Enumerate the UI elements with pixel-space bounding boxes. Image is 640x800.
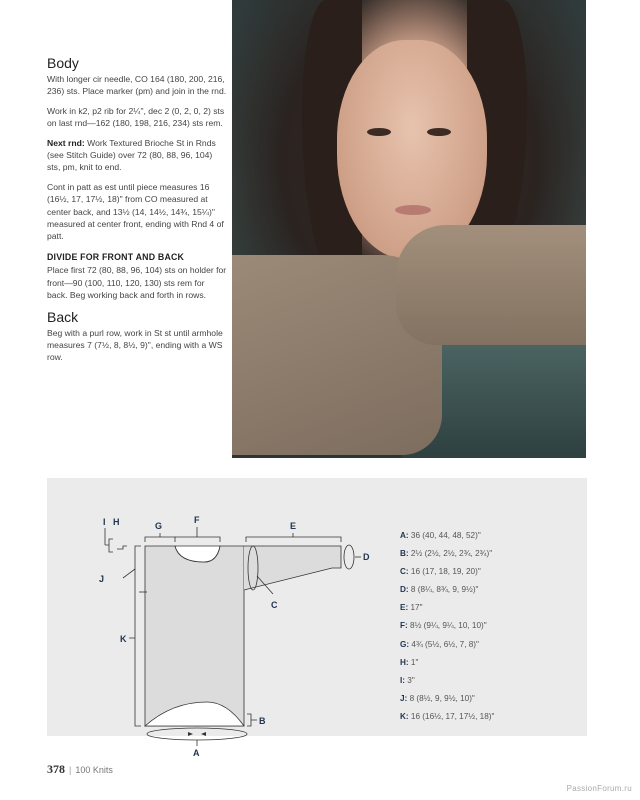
watermark: PassionForum.ru	[566, 784, 632, 793]
label-b: B	[259, 716, 266, 726]
label-c: C	[271, 600, 278, 610]
back-paragraph: Beg with a purl row, work in St st until armhole measures 7 (7½, 8, 8½, 9)", ending with a WS row.	[47, 327, 223, 363]
measurement-h: H: 1"	[400, 657, 419, 667]
measurement-a: A: 36 (40, 44, 48, 52)"	[400, 531, 481, 540]
divide-paragraph: Place first 72 (80, 88, 96, 104) sts on holder for front—90 (100, 110, 120, 130) sts rem for back. Beg working back and forth in rows.	[47, 265, 227, 301]
body-paragraph-4: Cont in patt as est until piece measures 16 (16½, 17, 17½, 18)" from CO measured at center back, and 13½ (14, 14½, 14¾, 15¼)" measured at center front, ending with Rnd 4 of patt.	[47, 181, 224, 242]
label-i: I	[103, 517, 106, 527]
next-rnd-text: Work Textured Brioche St in Rnds (see Stitch Guide) over 72 (80, 88, 96, 104) sts, pm, knit to end.	[47, 137, 216, 173]
photo-eye-right	[427, 128, 451, 136]
book-title: 100 Knits	[75, 765, 113, 775]
body-paragraph-3	[47, 137, 227, 174]
next-rnd-label: Next rnd:	[47, 137, 85, 148]
label-a: A	[193, 748, 200, 758]
label-j: J	[99, 574, 105, 584]
photo-eye-left	[367, 128, 391, 136]
label-e: E	[290, 521, 297, 531]
page-number: 378	[47, 762, 65, 776]
sweater-schematic-diagram	[47, 478, 587, 758]
measurements-legend	[400, 527, 494, 726]
measurement-k: K: 16 (16½, 17, 17½, 18)"	[400, 711, 495, 721]
measurement-c: C: 16 (17, 18, 19, 20)"	[400, 567, 481, 577]
footer-separator: |	[69, 765, 72, 775]
label-h: H	[113, 517, 120, 527]
photo-lips	[395, 205, 431, 215]
measurement-g: G: 4¾ (5½, 6½, 7, 8)"	[400, 639, 479, 649]
subheading-divide: DIVIDE FOR FRONT AND BACK	[47, 251, 185, 262]
label-k: K	[120, 634, 127, 644]
measurement-i: I: 3"	[400, 675, 415, 685]
section-heading-back: Back	[47, 308, 79, 325]
body-paragraph-2: Work in k2, p2 rib for 2¼", dec 2 (0, 2, 0, 2) sts on last rnd—162 (180, 198, 216, 234) sts rem.	[47, 105, 225, 129]
page-footer	[47, 762, 113, 777]
measurement-e: E: 17"	[400, 603, 423, 613]
model-photo	[232, 0, 586, 458]
measurement-b: B: 2½ (2½, 2½, 2¾, 2¾)"	[400, 549, 493, 559]
photo-sleeve-right	[396, 225, 586, 345]
measurement-d: D: 8 (8¼, 8¾, 9, 9½)"	[400, 585, 479, 595]
label-f: F	[194, 515, 200, 525]
schematic-panel	[47, 478, 587, 758]
pattern-text-column	[47, 55, 227, 371]
measurement-j: J: 8 (8½, 9, 9½, 10)"	[400, 693, 475, 703]
label-d: D	[363, 552, 370, 562]
section-heading-body: Body	[47, 55, 79, 71]
measurement-f: F: 8½ (9¼, 9¼, 10, 10)"	[400, 621, 487, 631]
body-paragraph-1: With longer cir needle, CO 164 (180, 200, 216, 236) sts. Place marker (pm) and join in the rnd.	[47, 74, 227, 97]
label-g: G	[155, 521, 163, 531]
